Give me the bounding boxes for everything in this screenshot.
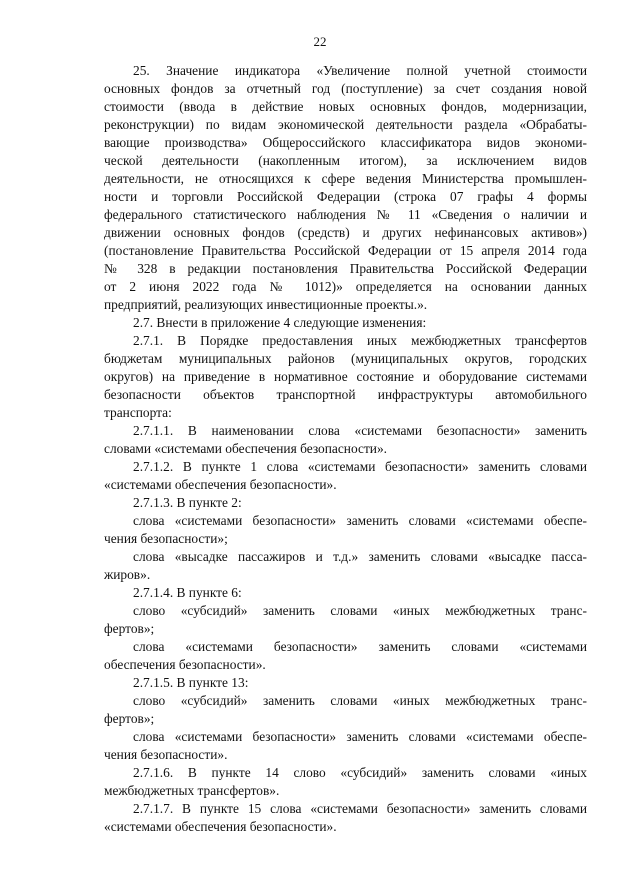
text-line: 2.7.1.6. В пункте 14 слово «субсидий» заменить словами «иных — [133, 765, 587, 780]
text-line: 2.7.1.2. В пункте 1 слова «системами безопасности» заменить словами — [133, 459, 587, 474]
text-line: словами «системами обеспечения безопасности». — [104, 441, 388, 456]
text-line: слово «субсидий» заменить словами «иных межбюджетных транс- — [133, 603, 587, 618]
text-line: слова «системами безопасности» заменить словами «системами обеспе- — [133, 513, 587, 528]
text-line: от 2 июня 2022 года № 1012)» определяется на основании данных — [104, 279, 587, 294]
text-line: слово «субсидий» заменить словами «иных межбюджетных транс- — [133, 693, 587, 708]
text-line: безопасности объектов транспортной инфраструктуры автомобильного — [104, 387, 587, 402]
text-line: 2.7.1.1. В наименовании слова «системами безопасности» заменить — [133, 423, 587, 438]
text-line: 2.7.1.7. В пункте 15 слова «системами безопасности» заменить словами — [133, 801, 587, 816]
text-line: обеспечения безопасности». — [104, 657, 266, 672]
text-line: жиров». — [104, 567, 151, 582]
text-line: «системами обеспечения безопасности». — [104, 477, 337, 492]
text-line: округов) на приведение в нормативное состояние и оборудование системами — [104, 369, 587, 384]
text-line: 2.7.1. В Порядке предоставления иных межбюджетных трансфертов — [133, 333, 587, 348]
text-line: (постановление Правительства Российской Федерации от 15 апреля 2014 года — [104, 243, 587, 258]
text-line: вающие производства» Общероссийского классификатора видов экономи- — [104, 135, 587, 150]
text-line: межбюджетных трансфертов». — [104, 783, 280, 798]
text-line: фертов»; — [104, 621, 155, 636]
text-line: основных фондов за отчетный год (поступление) за счет создания новой — [104, 81, 587, 96]
text-line: ческой деятельности (накопленным итогом), за исключением видов — [104, 153, 587, 168]
text-line: реконструкции) по видам экономической деятельности раздела «Обрабаты- — [104, 117, 587, 132]
text-line: слова «системами безопасности» заменить словами «системами обеспе- — [133, 729, 587, 744]
text-line: деятельности, не относящихся к сфере ведения Министерства промышлен- — [104, 171, 587, 186]
text-line: чения безопасности»; — [104, 531, 228, 546]
text-line: слова «высадке пассажиров и т.д.» заменить словами «высадке пасса- — [133, 549, 587, 564]
text-line: предприятий, реализующих инвестиционные проекты.». — [104, 297, 428, 312]
text-line: федерального статистического наблюдения № 11 «Сведения о наличии и — [104, 207, 587, 222]
text-line: 2.7. Внести в приложение 4 следующие изменения: — [133, 315, 427, 330]
text-line: «системами обеспечения безопасности». — [104, 819, 337, 834]
text-line: 2.7.1.4. В пункте 6: — [133, 585, 242, 600]
text-line: 25. Значение индикатора «Увеличение полной учетной стоимости — [133, 63, 587, 78]
text-line: ности и торговли Российской Федерации (строка 07 графы 4 формы — [104, 189, 587, 204]
text-line: 2.7.1.3. В пункте 2: — [133, 495, 242, 510]
text-line: фертов»; — [104, 711, 155, 726]
page-number: 22 — [313, 34, 327, 49]
text-line: № 328 в редакции постановления Правительства Российской Федерации — [104, 261, 587, 276]
text-line: транспорта: — [104, 405, 172, 420]
text-line: бюджетам муниципальных районов (муниципальных округов, городских — [104, 351, 587, 366]
text-line: чения безопасности». — [104, 747, 228, 762]
text-line: слова «системами безопасности» заменить словами «системами — [133, 639, 587, 654]
text-line: 2.7.1.5. В пункте 13: — [133, 675, 249, 690]
text-line: движении основных фондов (средств) и других нефинансовых активов») — [104, 225, 587, 240]
text-line: стоимости (ввода в действие новых основных фондов, модернизации, — [104, 99, 587, 114]
